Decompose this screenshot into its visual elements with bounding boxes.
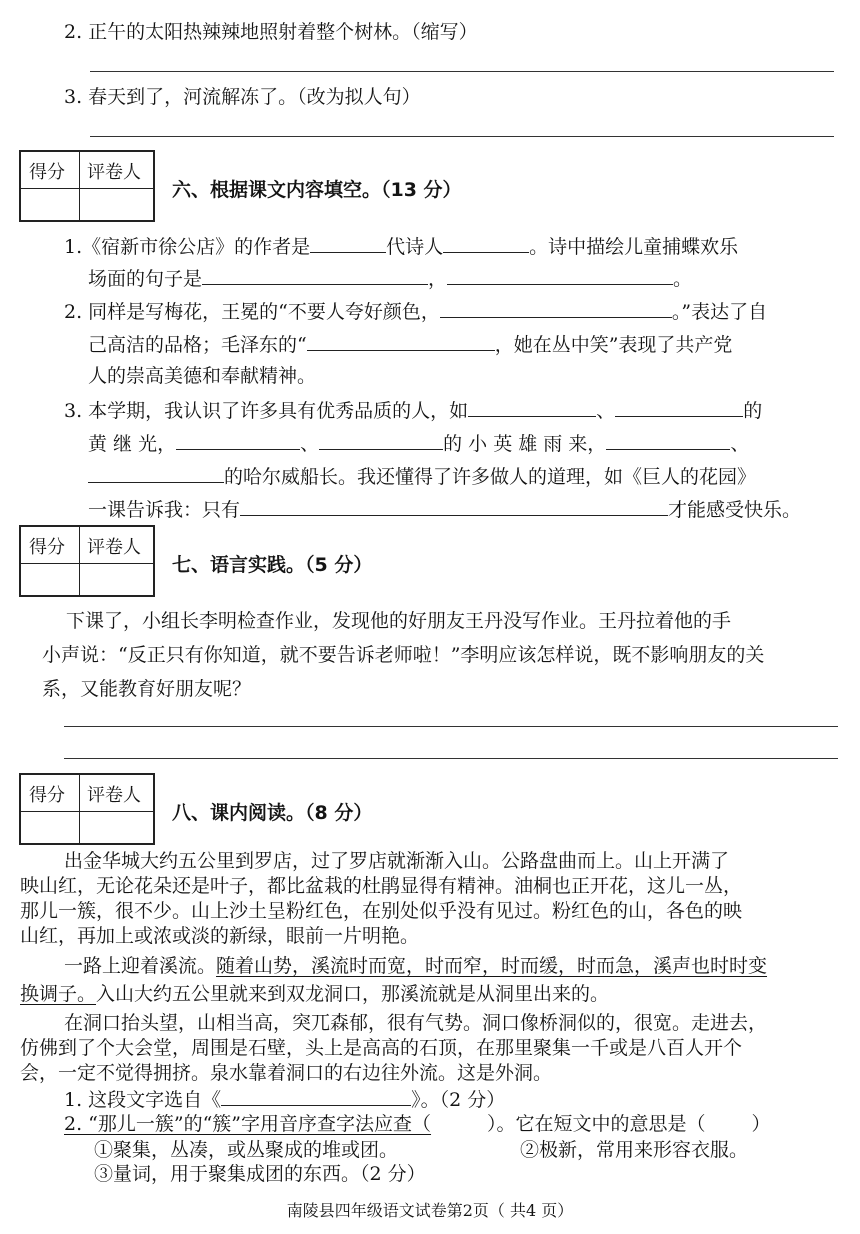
section-7-title: 七、语言实践。（5 分） xyxy=(172,554,373,576)
underlined-sentence: 换调子。 xyxy=(20,983,97,1005)
answer-line xyxy=(64,758,838,759)
question-6-1-cont: 场面的句子是 ， 。 xyxy=(88,268,693,290)
question-8-2: 2. “那儿一簇”的“簇”字用音序查字法应查（ ）。它在短文中的意思是（ ） xyxy=(64,1113,771,1135)
score-label: 得分 xyxy=(29,162,65,183)
page-footer: 南陵县四年级语文试卷第2页（ 共4 页） xyxy=(286,1201,574,1220)
grader-label: 评卷人 xyxy=(87,537,141,558)
passage-line: 在洞口抬头望，山相当高，突兀森郁，很有气势。洞口像桥洞似的，很宽。走进去， xyxy=(64,1012,768,1034)
option-2: ②极新，常用来形容衣服。 xyxy=(520,1139,749,1161)
fill-blank[interactable] xyxy=(468,398,596,417)
section-6-title: 六、根据课文内容填空。（13 分） xyxy=(172,179,462,201)
fill-blank[interactable] xyxy=(88,464,224,483)
fill-blank[interactable] xyxy=(606,431,730,450)
question-5-2: 2. 正午的太阳热辣辣地照射着整个树林。（缩写） xyxy=(64,21,478,43)
option-3: ③量词，用于聚集成团的东西。（2 分） xyxy=(94,1163,426,1185)
score-box xyxy=(19,150,155,222)
score-label: 得分 xyxy=(29,537,65,558)
question-6-3-cont: 黄 继 光， 、 的 小 英 雄 雨 来， 、 xyxy=(88,433,750,455)
passage-line: 会，一定不觉得拥挤。泉水靠着洞口的右边往外流。这是外洞。 xyxy=(20,1062,553,1084)
question-5-3: 3. 春天到了，河流解冻了。（改为拟人句） xyxy=(64,86,421,108)
passage-line: 映山红，无论花朵还是叶子，都比盆栽的杜鹃显得有精神。油桐也正开花，这儿一丛， xyxy=(20,875,743,897)
fill-blank[interactable] xyxy=(240,497,668,516)
question-6-2-cont: 己高洁的品格；毛泽东的“ ，她在丛中笑”表现了共产党 xyxy=(88,334,733,356)
fill-blank[interactable] xyxy=(443,234,529,253)
fill-blank[interactable] xyxy=(307,332,495,351)
score-box xyxy=(19,525,155,597)
question-6-3-cont2: 的哈尔威船长。我还懂得了许多做人的道理，如《巨人的花园》 xyxy=(88,464,756,488)
fill-blank[interactable] xyxy=(310,234,386,253)
passage-line: 山红，再加上或浓或淡的新绿，眼前一片明艳。 xyxy=(20,925,420,947)
answer-line xyxy=(90,71,834,72)
score-label: 得分 xyxy=(29,785,65,806)
section-8-title: 八、课内阅读。（8 分） xyxy=(172,802,373,824)
question-6-2: 2. 同样是写梅花，王冕的“不要人夸好颜色， 。”表达了自 xyxy=(64,301,768,323)
passage-line: 出金华城大约五公里到罗店，过了罗店就渐渐入山。公路盘曲而上。山上开满了 xyxy=(64,850,730,872)
fill-blank[interactable] xyxy=(319,431,443,450)
fill-blank[interactable] xyxy=(221,1087,411,1106)
passage-line: 一路上迎着溪流。随着山势，溪流时而宽，时而窄，时而缓，时而急，溪声也时时变 xyxy=(64,955,768,977)
answer-line xyxy=(90,136,834,137)
passage-line: 那儿一簇，很不少。山上沙土呈粉红色，在别处似乎没有见过。粉红色的山，各色的映 xyxy=(20,900,743,922)
section-7-para: 小声说：“反正只有你知道，就不要告诉老师啦！”李明应该怎样说，既不影响朋友的关 xyxy=(42,644,765,666)
underlined-sentence: 随着山势，溪流时而宽，时而窄，时而缓，时而急，溪声也时时变 xyxy=(216,955,768,977)
section-7-para: 系，又能教育好朋友呢？ xyxy=(42,678,252,700)
grader-label: 评卷人 xyxy=(87,785,141,806)
passage-line: 仿佛到了个大会堂，周围是石壁，头上是高高的石顶，在那里聚集一千或是八百人开个 xyxy=(20,1037,743,1059)
fill-blank[interactable] xyxy=(176,431,300,450)
answer-line xyxy=(64,726,838,727)
question-6-3-cont3: 一课告诉我：只有 才能感受快乐。 xyxy=(88,499,802,521)
score-box xyxy=(19,773,155,845)
fill-blank[interactable] xyxy=(615,398,743,417)
grader-label: 评卷人 xyxy=(87,162,141,183)
option-1: ①聚集，丛凑，或丛聚成的堆或团。 xyxy=(94,1139,399,1161)
passage-line: 换调子。入山大约五公里就来到双龙洞口，那溪流就是从洞里出来的。 xyxy=(20,983,610,1005)
question-6-2-cont2: 人的崇高美德和奉献精神。 xyxy=(88,365,317,387)
question-6-3: 3. 本学期，我认识了许多具有优秀品质的人，如 、 的 xyxy=(64,400,763,422)
fill-blank[interactable] xyxy=(440,299,672,318)
fill-blank[interactable] xyxy=(202,266,428,285)
question-8-1: 1. 这段文字选自《 》。（2 分） xyxy=(64,1089,506,1111)
fill-blank[interactable] xyxy=(447,266,673,285)
question-6-1: 1.《宿新市徐公店》的作者是 代诗人 。诗中描绘儿童捕蝶欢乐 xyxy=(64,236,739,258)
section-7-para: 下课了，小组长李明检查作业，发现他的好朋友王丹没写作业。王丹拉着他的手 xyxy=(66,610,732,632)
